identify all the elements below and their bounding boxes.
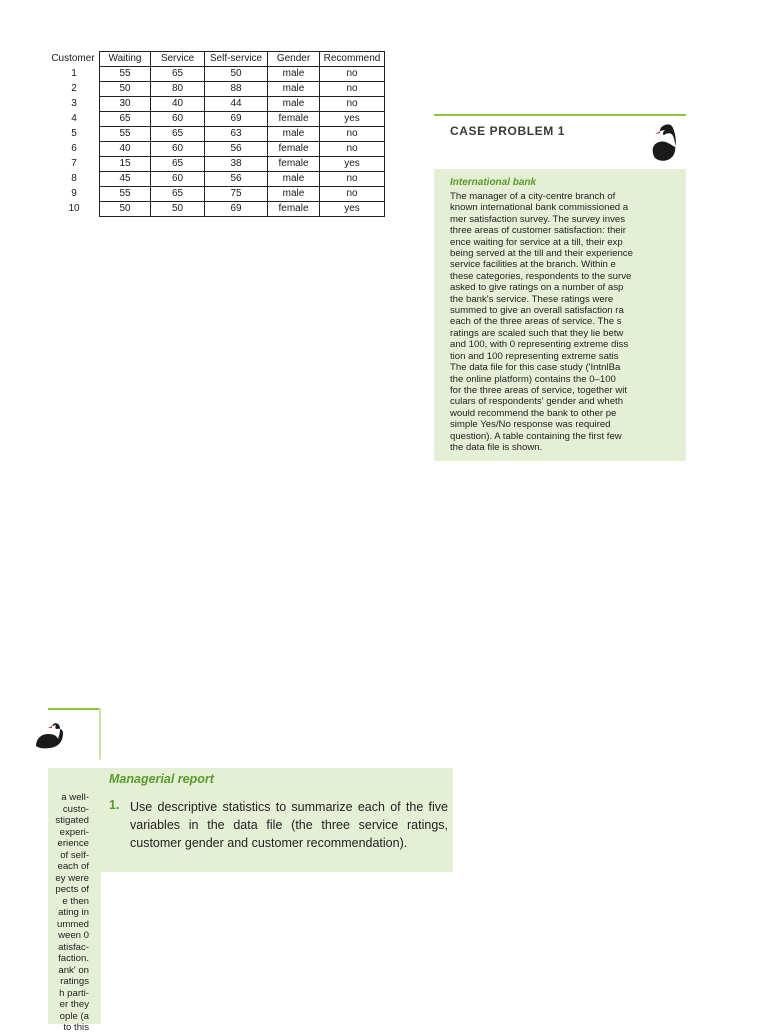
case-problem-panel	[434, 114, 686, 461]
table-cell: male	[268, 127, 320, 142]
fragment-text-line: faction.	[58, 953, 89, 964]
table-cell: male	[268, 187, 320, 202]
case-text-line: the bank's service. These ratings were	[450, 293, 614, 305]
fragment-text-line: experi-	[59, 826, 89, 838]
table-cell: 69	[205, 112, 268, 127]
table-cell: no	[320, 97, 385, 112]
table-cell: 69	[205, 202, 268, 217]
table-cell: no	[320, 142, 385, 157]
report-item-text: Use descriptive statistics to summarize each of the five variables in the data file (the three service ratings, customer gender and customer recommendation).	[130, 800, 448, 850]
black-swan-icon	[34, 716, 70, 752]
table-row	[48, 187, 385, 202]
case-text-line: the data file is shown.	[450, 441, 543, 453]
table-cell: 55	[100, 127, 151, 142]
table-cell: 3	[71, 98, 77, 109]
column-header-self-service: Self-service	[205, 52, 268, 67]
table-cell: female	[268, 157, 320, 172]
case-text-line: simple Yes/No response was required	[450, 419, 611, 431]
fragment-text-line: each of	[57, 861, 89, 872]
case-text-line: would recommend the bank to other pe	[450, 407, 617, 419]
case-text-line: three areas of customer satisfaction: their	[450, 225, 626, 237]
case-text-line: summed to give an overall satisfaction ra	[450, 305, 624, 317]
case-text-line: service facilities at the branch. Within e	[450, 259, 616, 271]
fragment-body	[48, 768, 101, 1033]
table-cell: male	[268, 82, 320, 97]
column-header-recommend: Recommend	[320, 52, 385, 67]
table-cell: no	[320, 172, 385, 187]
table-cell: 63	[205, 127, 268, 142]
table-row	[48, 127, 385, 142]
table-cell: 60	[151, 142, 205, 157]
column-header-customer: Customer	[51, 53, 95, 64]
case-text-line: known international bank commissioned a	[450, 202, 629, 214]
table-cell: 50	[100, 82, 151, 97]
table-cell: 50	[151, 202, 205, 217]
fragment-text-line: erience	[57, 838, 89, 849]
case-text-line: and 100, with 0 representing extreme diss	[450, 339, 629, 351]
case-text-line: question). A table containing the first few	[450, 430, 622, 442]
fragment-text-line: ank' on	[58, 964, 89, 976]
panel-edge	[99, 708, 101, 760]
table-header-row	[48, 52, 385, 67]
managerial-report-panel	[101, 768, 453, 872]
table-cell: 8	[71, 173, 77, 184]
case-text-line: The data file for this case study ('IntnlBa	[450, 362, 621, 374]
table-cell: no	[320, 82, 385, 97]
table-cell: 6	[71, 143, 77, 154]
table-cell: 60	[151, 172, 205, 187]
table-cell: 56	[205, 142, 268, 157]
table-cell: yes	[320, 157, 385, 172]
table-cell: 15	[100, 157, 151, 172]
fragment-text-line: atisfac-	[58, 941, 89, 953]
table-cell: female	[268, 202, 320, 217]
table-row	[48, 157, 385, 172]
fragment-text-line: stigated	[55, 815, 89, 826]
panel-rule	[434, 114, 686, 116]
black-swan-icon	[646, 118, 686, 166]
table-row	[48, 142, 385, 157]
table-cell: 80	[151, 82, 205, 97]
table-cell: 4	[71, 113, 77, 124]
report-title: Managerial report	[109, 772, 214, 786]
table-cell: 38	[205, 157, 268, 172]
case-text-line: mer satisfaction survey. The survey inves	[450, 213, 626, 225]
column-header-service: Service	[151, 52, 205, 67]
panel-rule	[48, 708, 101, 710]
table-cell: 56	[205, 172, 268, 187]
case-text-line: for the three areas of service, together wit	[450, 384, 628, 396]
table-row	[48, 172, 385, 187]
fragment-text-line: ummed	[57, 918, 89, 930]
table-cell: 55	[100, 67, 151, 82]
case-text-line: being served at the till and their experience	[450, 248, 633, 260]
case-text-line: ence waiting for service at a till, their exp	[450, 236, 623, 248]
table-cell: 9	[71, 188, 77, 199]
case-text-line: these categories, respondents to the surve	[450, 270, 632, 282]
fragment-text-line: of self-	[60, 849, 89, 861]
fragment-text-line: ople (a	[59, 1010, 89, 1022]
fragment-text-line: ating in	[58, 907, 89, 918]
table-cell: yes	[320, 112, 385, 127]
table-cell: 65	[151, 127, 205, 142]
case-text-line: ratings are scaled such that they lie betw	[450, 327, 624, 339]
case-text-line: culars of respondents' gender and wheth	[450, 396, 624, 408]
case-text-line: the online platform) contains the 0–100	[450, 373, 616, 385]
case-title: CASE PROBLEM 1	[450, 124, 566, 138]
case-subtitle: International bank	[450, 177, 537, 188]
table-cell: yes	[320, 202, 385, 217]
report-item-number: 1.	[109, 798, 120, 812]
table-row	[48, 97, 385, 112]
table-cell: 50	[205, 67, 268, 82]
table-cell: 7	[71, 158, 77, 169]
table-cell: male	[268, 97, 320, 112]
table-cell: no	[320, 127, 385, 142]
fragment-text-line: custo-	[62, 803, 89, 815]
fragment-text-line: a well-	[61, 792, 89, 803]
fragment-text-line: ey were	[55, 872, 89, 884]
table-row	[48, 112, 385, 127]
table-row	[48, 67, 385, 82]
table-cell: male	[268, 67, 320, 82]
fragment-text-line: pects of	[55, 884, 89, 895]
fragment-text-line: ratings	[60, 976, 89, 987]
table-cell: female	[268, 142, 320, 157]
fragment-text-line: er they	[59, 999, 89, 1010]
table-cell: 44	[205, 97, 268, 112]
table-cell: 65	[100, 112, 151, 127]
table-cell: no	[320, 67, 385, 82]
fragment-text-line: h parti-	[59, 987, 89, 999]
table-cell: 60	[151, 112, 205, 127]
table-cell: 30	[100, 97, 151, 112]
table-cell: 10	[68, 203, 80, 214]
table-cell: 1	[71, 68, 77, 79]
table-cell: 75	[205, 187, 268, 202]
table-cell: no	[320, 187, 385, 202]
table-cell: female	[268, 112, 320, 127]
table-cell: 45	[100, 172, 151, 187]
case-text-line: asked to give ratings on a number of asp	[450, 282, 624, 294]
table-cell: 50	[100, 202, 151, 217]
fragment-text-line: e then	[62, 895, 89, 907]
column-header-waiting: Waiting	[100, 52, 151, 67]
table-cell: 2	[71, 83, 77, 94]
fragment-text	[29, 792, 89, 1034]
case-text-line: each of the three areas of service. The s	[450, 316, 622, 328]
table-cell: 5	[71, 128, 77, 139]
table-cell: 65	[151, 187, 205, 202]
fragment-text-line: ween 0	[58, 930, 89, 941]
customer-data-table	[48, 51, 385, 217]
case-body	[434, 169, 686, 461]
case-text-line: The manager of a city-centre branch of	[450, 191, 616, 202]
table-cell: 40	[151, 97, 205, 112]
table-cell: 65	[151, 67, 205, 82]
table-row	[48, 202, 385, 217]
fragment-text-line: to this	[63, 1022, 89, 1033]
table-cell: 55	[100, 187, 151, 202]
table-cell: 65	[151, 157, 205, 172]
table-cell: 40	[100, 142, 151, 157]
column-header-gender: Gender	[268, 52, 320, 67]
case-description	[450, 191, 750, 453]
case-text-line: tion and 100 representing extreme satis	[450, 350, 619, 362]
table-cell: 88	[205, 82, 268, 97]
case-problem-panel-fragment	[48, 708, 101, 1033]
table-cell: male	[268, 172, 320, 187]
table-row	[48, 82, 385, 97]
